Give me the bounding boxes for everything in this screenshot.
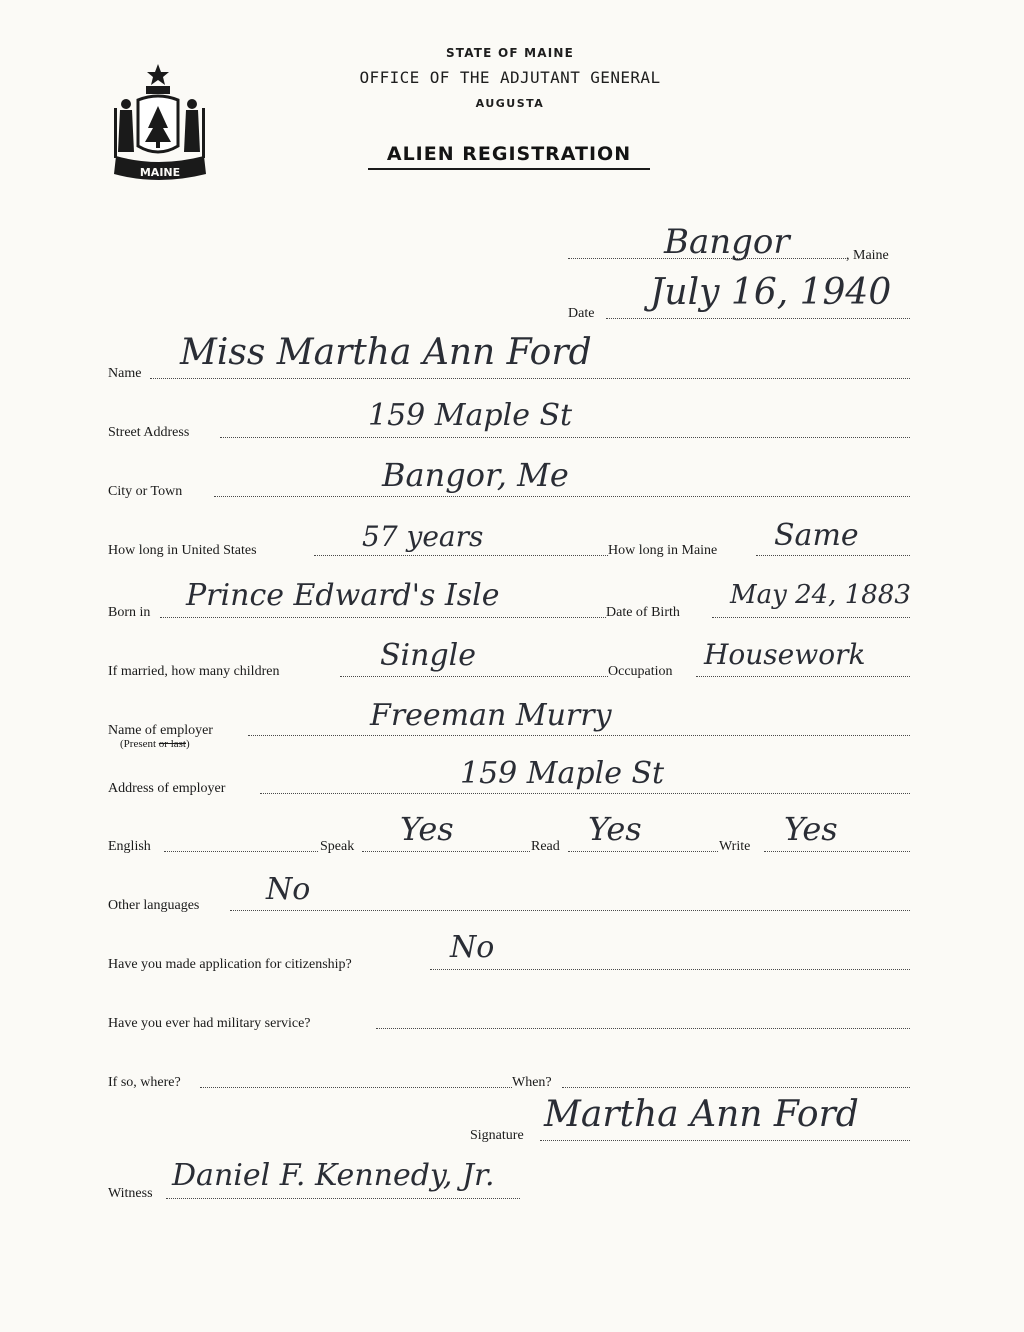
present-or-last-c: ): [186, 738, 190, 750]
date-of-birth-label: Date of Birth: [606, 605, 680, 620]
maine-state-seal-icon: [108, 56, 220, 186]
read-value: Yes: [588, 810, 642, 848]
name-value: Miss Martha Ann Ford: [180, 332, 592, 373]
other-languages-value: No: [266, 872, 311, 907]
citizenship-value: No: [450, 930, 495, 965]
if-married-line: [340, 676, 608, 677]
present-or-last-b: or last: [158, 738, 186, 750]
date-of-birth-line: [712, 617, 910, 618]
street-address-line: [220, 437, 910, 438]
employer-address-value: 159 Maple St: [460, 756, 665, 791]
city-or-town-label: City or Town: [108, 484, 183, 499]
signature-line: [540, 1140, 910, 1141]
date-line: [606, 318, 910, 319]
occupation-value: Housework: [704, 638, 866, 671]
name-line: [150, 378, 910, 379]
signature-value: Martha Ann Ford: [544, 1094, 859, 1135]
name-of-employer-line: [248, 735, 910, 736]
military-line: [376, 1028, 910, 1029]
street-address-value: 159 Maple St: [368, 398, 573, 433]
born-in-line: [160, 617, 606, 618]
other-languages-line: [230, 910, 910, 911]
city-or-town-value: Bangor, Me: [382, 456, 569, 494]
witness-value: Daniel F. Kennedy, Jr.: [172, 1158, 495, 1193]
address-of-employer-line: [260, 793, 910, 794]
header-office: OFFICE OF THE ADJUTANT GENERAL: [359, 68, 661, 87]
header-city: AUGUSTA: [475, 97, 545, 110]
if-so-where-label: If so, where?: [108, 1075, 181, 1090]
other-languages-label: Other languages: [108, 898, 200, 913]
city-or-town-line: [214, 496, 910, 497]
date-value: July 16, 1940: [650, 272, 892, 313]
english-label: English: [108, 839, 151, 854]
street-address-label: Street Address: [108, 425, 190, 440]
present-or-last-a: (Present: [120, 738, 159, 750]
date-of-birth-value: May 24, 1883: [730, 580, 911, 610]
how-long-us-value: 57 years: [362, 520, 484, 553]
read-line: [568, 851, 718, 852]
born-in-value: Prince Edward's Isle: [186, 578, 500, 613]
witness-line: [166, 1198, 520, 1199]
english-line: [164, 851, 318, 852]
military-label: Have you ever had military service?: [108, 1016, 311, 1031]
how-long-maine-line: [756, 555, 910, 556]
occupation-line: [696, 676, 910, 677]
write-line: [764, 851, 910, 852]
if-married-label: If married, how many children: [108, 664, 280, 679]
present-or-last-note: [120, 738, 190, 750]
name-of-employer-label: Name of employer: [108, 723, 213, 738]
read-label: Read: [531, 839, 560, 854]
write-label: Write: [719, 839, 751, 854]
write-value: Yes: [784, 810, 838, 848]
how-long-maine-value: Same: [774, 518, 859, 553]
employer-value: Freeman Murry: [370, 698, 612, 733]
citizenship-line: [430, 969, 910, 970]
if-so-where-line: [200, 1087, 512, 1088]
date-label: Date: [568, 306, 595, 321]
how-long-us-label: How long in United States: [108, 543, 257, 558]
maine-label: , Maine: [846, 248, 889, 263]
when-label: When?: [512, 1075, 552, 1090]
speak-label: Speak: [320, 839, 355, 854]
when-line: [562, 1087, 910, 1088]
city-header-value: Bangor: [664, 222, 790, 262]
name-label: Name: [108, 366, 142, 381]
address-of-employer-label: Address of employer: [108, 781, 226, 796]
how-long-maine-label: How long in Maine: [608, 543, 718, 558]
citizenship-label: Have you made application for citizenship?: [108, 957, 352, 972]
seal-text: MAINE: [139, 166, 181, 179]
speak-value: Yes: [400, 810, 454, 848]
witness-label: Witness: [108, 1186, 153, 1201]
born-in-label: Born in: [108, 605, 151, 620]
speak-line: [362, 851, 530, 852]
signature-label: Signature: [470, 1128, 524, 1143]
how-long-us-line: [314, 555, 608, 556]
children-value: Single: [380, 638, 477, 673]
occupation-label: Occupation: [608, 664, 673, 679]
form-title: ALIEN REGISTRATION: [368, 143, 650, 170]
header-state: STATE OF MAINE: [445, 46, 575, 60]
